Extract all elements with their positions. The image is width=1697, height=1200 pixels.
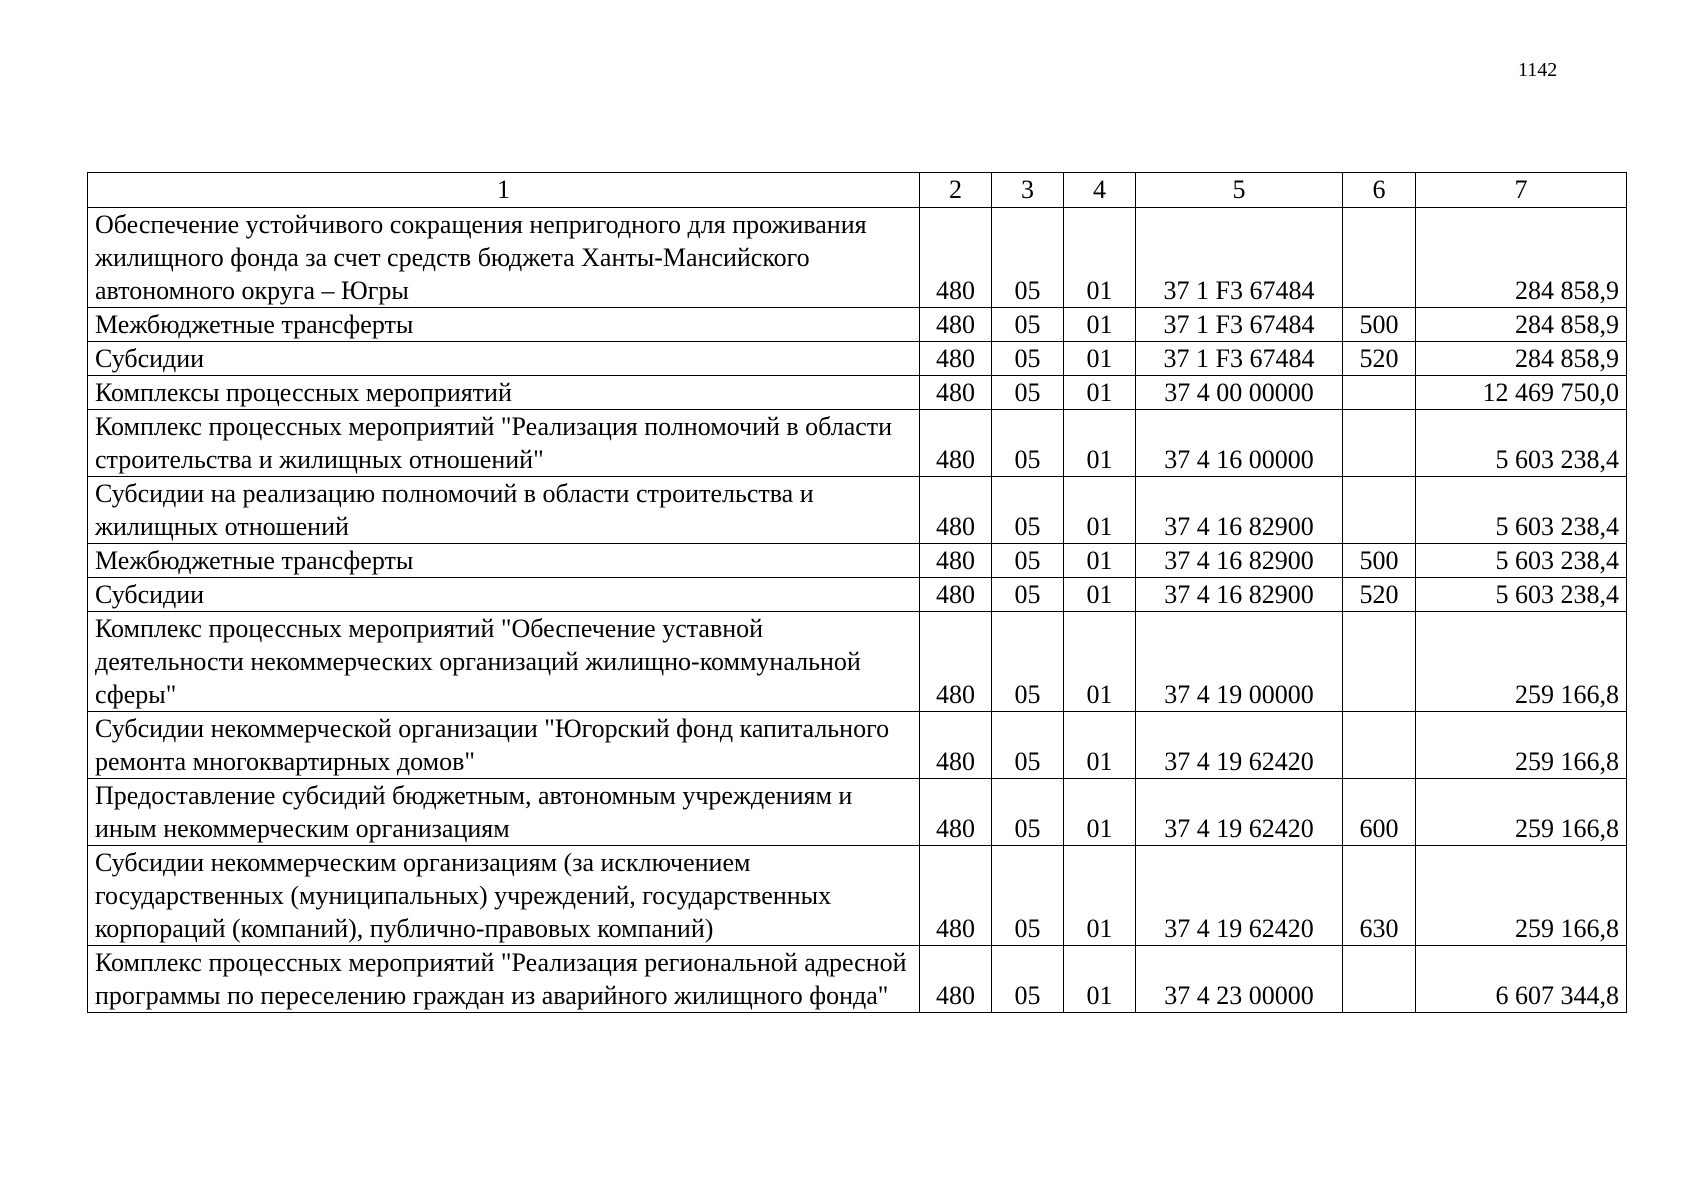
row-name: Комплекс процессных мероприятий "Реализация полномочий в области строительства и жилищных отношений" [88,410,920,477]
cell-col3: 05 [992,308,1064,342]
cell-col7: 284 858,9 [1416,208,1627,308]
cell-col6: 520 [1343,342,1416,376]
cell-col6: 500 [1343,308,1416,342]
cell-col6 [1343,477,1416,544]
cell-col2: 480 [920,578,992,612]
cell-col7: 5 603 238,4 [1416,544,1627,578]
cell-col7: 12 469 750,0 [1416,376,1627,410]
table-row [88,208,1627,308]
cell-col3: 05 [992,846,1064,946]
row-name: Субсидии на реализацию полномочий в области строительства и жилищных отношений [88,477,920,544]
cell-col3: 05 [992,208,1064,308]
cell-col5: 37 4 19 62420 [1136,712,1343,779]
cell-col2: 480 [920,544,992,578]
column-header: 7 [1416,173,1627,208]
cell-col4: 01 [1064,578,1136,612]
cell-col3: 05 [992,342,1064,376]
row-name: Комплекс процессных мероприятий "Реализация региональной адресной программы по переселению граждан из аварийного жилищного фонда" [88,946,920,1013]
row-name: Обеспечение устойчивого сокращения непригодного для проживания жилищного фонда за счет средств бюджета Ханты-Мансийского автономного округа – Югры [88,208,920,308]
cell-col3: 05 [992,779,1064,846]
cell-col2: 480 [920,712,992,779]
row-name: Субсидии некоммерческой организации "Югорский фонд капитального ремонта многоквартирных домов" [88,712,920,779]
column-header: 6 [1343,173,1416,208]
table-row [88,544,1627,578]
cell-col4: 01 [1064,208,1136,308]
cell-col7: 284 858,9 [1416,342,1627,376]
cell-col2: 480 [920,846,992,946]
cell-col6 [1343,712,1416,779]
row-name: Предоставление субсидий бюджетным, автономным учреждениям и иным некоммерческим организациям [88,779,920,846]
table-row [88,578,1627,612]
cell-col6 [1343,612,1416,712]
cell-col4: 01 [1064,712,1136,779]
table-row [88,308,1627,342]
cell-col3: 05 [992,612,1064,712]
table-row [88,846,1627,946]
page-number: 1142 [1518,59,1558,81]
budget-table [87,172,1627,1013]
cell-col6 [1343,376,1416,410]
cell-col3: 05 [992,578,1064,612]
cell-col5: 37 1 F3 67484 [1136,342,1343,376]
table-row [88,712,1627,779]
cell-col5: 37 4 19 62420 [1136,846,1343,946]
cell-col6: 500 [1343,544,1416,578]
row-name: Субсидии [88,342,920,376]
cell-col2: 480 [920,376,992,410]
table-row [88,477,1627,544]
cell-col6 [1343,410,1416,477]
cell-col7: 259 166,8 [1416,779,1627,846]
cell-col3: 05 [992,712,1064,779]
cell-col5: 37 4 00 00000 [1136,376,1343,410]
column-header: 2 [920,173,992,208]
cell-col2: 480 [920,779,992,846]
cell-col4: 01 [1064,308,1136,342]
table-row [88,342,1627,376]
cell-col5: 37 4 16 82900 [1136,477,1343,544]
cell-col5: 37 4 19 62420 [1136,779,1343,846]
cell-col5: 37 1 F3 67484 [1136,308,1343,342]
cell-col4: 01 [1064,544,1136,578]
cell-col4: 01 [1064,846,1136,946]
cell-col6: 600 [1343,779,1416,846]
cell-col4: 01 [1064,376,1136,410]
column-header: 5 [1136,173,1343,208]
cell-col2: 480 [920,308,992,342]
cell-col4: 01 [1064,342,1136,376]
cell-col5: 37 4 23 00000 [1136,946,1343,1013]
cell-col7: 5 603 238,4 [1416,477,1627,544]
cell-col3: 05 [992,544,1064,578]
cell-col7: 6 607 344,8 [1416,946,1627,1013]
cell-col4: 01 [1064,779,1136,846]
cell-col4: 01 [1064,410,1136,477]
cell-col3: 05 [992,410,1064,477]
cell-col2: 480 [920,410,992,477]
cell-col2: 480 [920,342,992,376]
cell-col6: 630 [1343,846,1416,946]
cell-col7: 284 858,9 [1416,308,1627,342]
cell-col2: 480 [920,477,992,544]
table-row [88,946,1627,1013]
cell-col5: 37 4 19 00000 [1136,612,1343,712]
column-header: 3 [992,173,1064,208]
row-name: Комплекс процессных мероприятий "Обеспечение уставной деятельности некоммерческих организаций жилищно-коммунальной сферы" [88,612,920,712]
cell-col2: 480 [920,946,992,1013]
column-header: 1 [88,173,920,208]
cell-col4: 01 [1064,477,1136,544]
cell-col2: 480 [920,612,992,712]
row-name: Межбюджетные трансферты [88,544,920,578]
cell-col5: 37 4 16 00000 [1136,410,1343,477]
row-name: Комплексы процессных мероприятий [88,376,920,410]
table-row [88,376,1627,410]
cell-col6 [1343,208,1416,308]
column-header: 4 [1064,173,1136,208]
cell-col7: 5 603 238,4 [1416,410,1627,477]
row-name: Субсидии некоммерческим организациям (за исключением государственных (муниципальных) учреждений, государственных корпораций (компаний), публично-правовых компаний) [88,846,920,946]
cell-col7: 5 603 238,4 [1416,578,1627,612]
cell-col7: 259 166,8 [1416,712,1627,779]
cell-col6: 520 [1343,578,1416,612]
cell-col4: 01 [1064,612,1136,712]
cell-col3: 05 [992,477,1064,544]
cell-col5: 37 4 16 82900 [1136,544,1343,578]
row-name: Субсидии [88,578,920,612]
row-name: Межбюджетные трансферты [88,308,920,342]
cell-col7: 259 166,8 [1416,612,1627,712]
cell-col4: 01 [1064,946,1136,1013]
table-row [88,779,1627,846]
table-row [88,410,1627,477]
cell-col3: 05 [992,946,1064,1013]
header-row [88,173,1627,208]
cell-col5: 37 1 F3 67484 [1136,208,1343,308]
cell-col2: 480 [920,208,992,308]
cell-col7: 259 166,8 [1416,846,1627,946]
cell-col6 [1343,946,1416,1013]
table-row [88,612,1627,712]
cell-col5: 37 4 16 82900 [1136,578,1343,612]
cell-col3: 05 [992,376,1064,410]
